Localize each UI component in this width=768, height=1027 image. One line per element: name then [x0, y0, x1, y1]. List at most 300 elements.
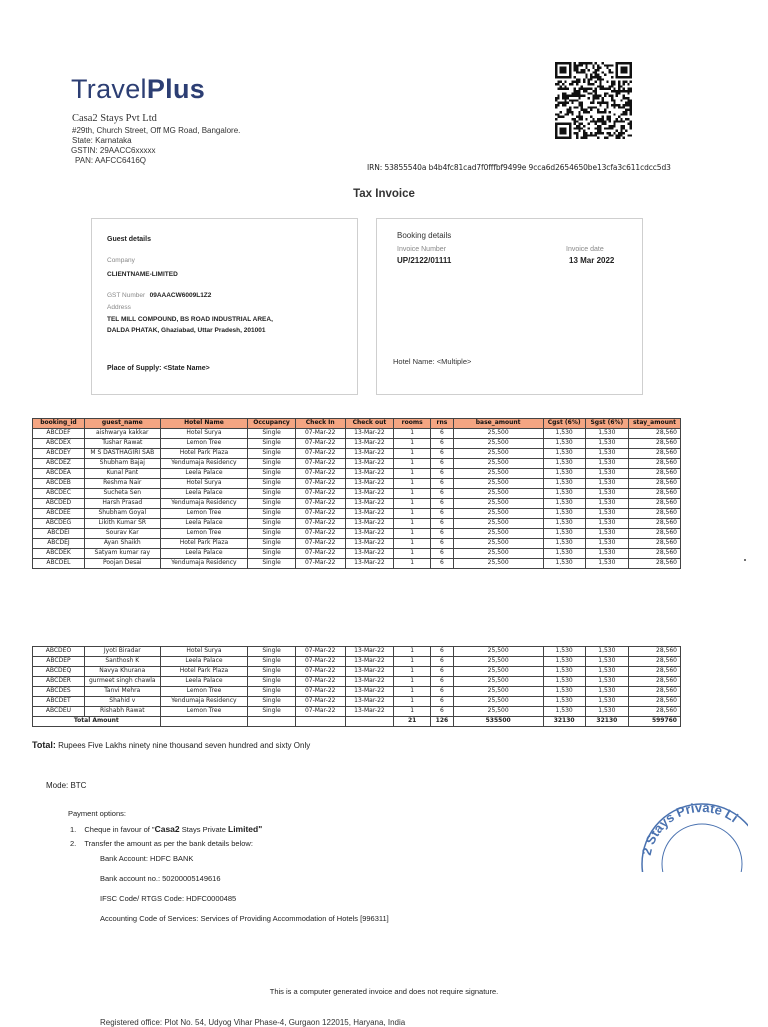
cell-hotel-name: Lemon Tree	[160, 707, 248, 717]
cell-rooms: 1	[394, 559, 431, 569]
cell-stay-amount: 28,560	[629, 429, 681, 439]
cell-check-out: 13-Mar-22	[345, 539, 394, 549]
cell-rns: 6	[431, 489, 454, 499]
cell-rooms: 1	[394, 519, 431, 529]
cell-hotel-name: Hotel Park Plaza	[160, 449, 248, 459]
cell-rns: 6	[431, 687, 454, 697]
cell-sgst: 1,530	[585, 489, 628, 499]
cell-base-amount: 25,500	[453, 509, 543, 519]
cell-check-out: 13-Mar-22	[345, 559, 394, 569]
cell-rns: 6	[431, 707, 454, 717]
cell-check-in: 07-Mar-22	[295, 429, 345, 439]
cell-sgst: 1,530	[585, 519, 628, 529]
svg-text:2 Stays Private Li: 2 Stays Private Li	[638, 799, 741, 857]
cell-cgst: 1,530	[543, 539, 585, 549]
stray-dot	[744, 559, 746, 561]
payment-options	[68, 809, 389, 923]
cell-rooms: 1	[394, 549, 431, 559]
total-stay: 599760	[629, 717, 681, 727]
cell-hotel-name: Leela Palace	[160, 519, 248, 529]
cell-base-amount: 25,500	[453, 489, 543, 499]
gst-label: GST Number	[107, 292, 146, 299]
cell-booking-id: ABCDEQ	[33, 667, 85, 677]
travelplus-logo: TravelPlus	[71, 74, 206, 104]
cell-rooms: 1	[394, 489, 431, 499]
cell-occupancy: Single	[248, 549, 296, 559]
cell-check-out: 13-Mar-22	[345, 647, 394, 657]
company-value: CLIENTNAME-LIMITED	[107, 271, 178, 278]
cell-check-out: 13-Mar-22	[345, 697, 394, 707]
cell-stay-amount: 28,560	[629, 667, 681, 677]
cell-hotel-name: Lemon Tree	[160, 509, 248, 519]
table-row	[33, 539, 681, 549]
cell-rns: 6	[431, 667, 454, 677]
cell-rns: 6	[431, 459, 454, 469]
cell-base-amount: 25,500	[453, 559, 543, 569]
cell-guest-name: Tanvi Mehra	[84, 687, 160, 697]
cell-booking-id: ABCDES	[33, 687, 85, 697]
booking-details-heading: Booking details	[397, 231, 452, 240]
cell-rooms: 1	[394, 449, 431, 459]
cell-hotel-name: Leela Palace	[160, 549, 248, 559]
cell-check-in: 07-Mar-22	[295, 469, 345, 479]
cell-stay-amount: 28,560	[629, 707, 681, 717]
company-seal-stamp	[636, 792, 748, 872]
cell-rns: 6	[431, 439, 454, 449]
cell-guest-name: Reshma Nair	[84, 479, 160, 489]
cheque-casa: Casa2	[154, 824, 180, 834]
cell-check-in: 07-Mar-22	[295, 559, 345, 569]
cell-occupancy: Single	[248, 449, 296, 459]
header-cgst: Cgst (6%)	[543, 419, 585, 429]
cell-sgst: 1,530	[585, 539, 628, 549]
cell-booking-id: ABCDER	[33, 677, 85, 687]
cell-occupancy: Single	[248, 559, 296, 569]
cell-base-amount: 25,500	[453, 439, 543, 449]
total-empty	[295, 717, 345, 727]
address-label: Address	[107, 304, 131, 311]
cell-cgst: 1,530	[543, 449, 585, 459]
table-row	[33, 449, 681, 459]
cell-check-out: 13-Mar-22	[345, 677, 394, 687]
total-words-value: Rupees Five Lakhs ninety nine thousand seven hundred and sixty Only	[58, 741, 311, 750]
cell-occupancy: Single	[248, 479, 296, 489]
cell-cgst: 1,530	[543, 479, 585, 489]
guest-details-heading: Guest details	[107, 236, 151, 243]
cell-cgst: 1,530	[543, 697, 585, 707]
cell-sgst: 1,530	[585, 707, 628, 717]
cell-guest-name: Shubham Goyal	[84, 509, 160, 519]
cell-rooms: 1	[394, 697, 431, 707]
cell-base-amount: 25,500	[453, 697, 543, 707]
company-name: Casa2 Stays Pvt Ltd	[72, 113, 157, 124]
cell-check-in: 07-Mar-22	[295, 439, 345, 449]
cell-guest-name: gurmeet singh chawla	[84, 677, 160, 687]
cell-sgst: 1,530	[585, 687, 628, 697]
company-gstin: GSTIN: 29AACC6xxxxx	[71, 146, 156, 155]
cell-hotel-name: Yendumaja Residency	[160, 559, 248, 569]
cell-base-amount: 25,500	[453, 549, 543, 559]
cheque-text: Cheque in favour of "	[84, 825, 155, 834]
cell-sgst: 1,530	[585, 499, 628, 509]
cell-hotel-name: Leela Palace	[160, 657, 248, 667]
cell-sgst: 1,530	[585, 439, 628, 449]
cell-stay-amount: 28,560	[629, 509, 681, 519]
cell-stay-amount: 28,560	[629, 549, 681, 559]
cell-stay-amount: 28,560	[629, 647, 681, 657]
cell-check-out: 13-Mar-22	[345, 479, 394, 489]
cell-rns: 6	[431, 429, 454, 439]
cell-stay-amount: 28,560	[629, 657, 681, 667]
cell-booking-id: ABCDEZ	[33, 459, 85, 469]
cell-occupancy: Single	[248, 499, 296, 509]
cell-check-in: 07-Mar-22	[295, 519, 345, 529]
cell-rooms: 1	[394, 529, 431, 539]
cell-check-in: 07-Mar-22	[295, 657, 345, 667]
cell-check-in: 07-Mar-22	[295, 529, 345, 539]
cell-check-out: 13-Mar-22	[345, 439, 394, 449]
cell-check-in: 07-Mar-22	[295, 697, 345, 707]
cell-cgst: 1,530	[543, 647, 585, 657]
cell-hotel-name: Leela Palace	[160, 677, 248, 687]
table-row	[33, 549, 681, 559]
cell-booking-id: ABCDET	[33, 697, 85, 707]
table-row	[33, 479, 681, 489]
cell-cgst: 1,530	[543, 439, 585, 449]
cell-guest-name: Poojan Desai	[84, 559, 160, 569]
header-rooms: rooms	[394, 419, 431, 429]
cell-sgst: 1,530	[585, 549, 628, 559]
cell-hotel-name: Lemon Tree	[160, 439, 248, 449]
cell-booking-id: ABCDEX	[33, 439, 85, 449]
cell-booking-id: ABCDEA	[33, 469, 85, 479]
company-block	[72, 113, 240, 166]
cell-hotel-name: Hotel Park Plaza	[160, 667, 248, 677]
cell-occupancy: Single	[248, 489, 296, 499]
cell-booking-id: ABCDED	[33, 499, 85, 509]
hotel-name: Hotel Name: <Multiple>	[393, 357, 472, 366]
cell-check-in: 07-Mar-22	[295, 509, 345, 519]
cell-check-out: 13-Mar-22	[345, 519, 394, 529]
cell-check-out: 13-Mar-22	[345, 529, 394, 539]
cell-base-amount: 25,500	[453, 469, 543, 479]
company-state: State: Karnataka	[72, 136, 132, 145]
total-label: Total Amount	[33, 717, 161, 727]
cell-cgst: 1,530	[543, 509, 585, 519]
table-row	[33, 529, 681, 539]
cell-check-in: 07-Mar-22	[295, 489, 345, 499]
cell-cgst: 1,530	[543, 519, 585, 529]
table-row	[33, 499, 681, 509]
total-rooms: 21	[394, 717, 431, 727]
invoice-number: UP/2122/01111	[397, 256, 452, 265]
cell-hotel-name: Yendumaja Residency	[160, 499, 248, 509]
invoice-date-label: Invoice date	[566, 246, 604, 253]
cell-cgst: 1,530	[543, 429, 585, 439]
cell-occupancy: Single	[248, 539, 296, 549]
cell-rooms: 1	[394, 469, 431, 479]
cell-stay-amount: 28,560	[629, 539, 681, 549]
cell-check-out: 13-Mar-22	[345, 667, 394, 677]
cell-booking-id: ABCDEI	[33, 529, 85, 539]
list-number: 1.	[70, 825, 77, 834]
cell-base-amount: 25,500	[453, 529, 543, 539]
cell-rooms: 1	[394, 687, 431, 697]
cell-base-amount: 25,500	[453, 429, 543, 439]
cell-check-out: 13-Mar-22	[345, 499, 394, 509]
cell-hotel-name: Leela Palace	[160, 489, 248, 499]
cell-guest-name: Navya Khurana	[84, 667, 160, 677]
bank-account-number: Bank account no.: 50200005149616	[100, 874, 221, 883]
place-of-supply: Place of Supply: <State Name>	[107, 365, 210, 372]
cell-booking-id: ABCDEP	[33, 657, 85, 667]
cell-occupancy: Single	[248, 429, 296, 439]
address-line-1: TEL MILL COMPOUND, BS ROAD INDUSTRIAL AREA,	[107, 316, 273, 323]
cell-guest-name: Satyam kumar ray	[84, 549, 160, 559]
cheque-mid: Stays Private	[179, 825, 228, 834]
cell-rooms: 1	[394, 509, 431, 519]
registered-office-cut: Registered office: Plot No. 54, Udyog Vihar Phase-4, Gurgaon 122015, Haryana, India	[100, 1018, 406, 1027]
cell-rns: 6	[431, 479, 454, 489]
cell-base-amount: 25,500	[453, 459, 543, 469]
cell-check-in: 07-Mar-22	[295, 667, 345, 677]
cell-rns: 6	[431, 697, 454, 707]
cell-stay-amount: 28,560	[629, 449, 681, 459]
booking-details-box	[376, 218, 643, 395]
table-row	[33, 469, 681, 479]
cell-rns: 6	[431, 509, 454, 519]
cell-guest-name: Santhosh K	[84, 657, 160, 667]
bank-account: Bank Account: HDFC BANK	[100, 854, 194, 863]
cell-rooms: 1	[394, 647, 431, 657]
cell-check-out: 13-Mar-22	[345, 509, 394, 519]
cell-occupancy: Single	[248, 687, 296, 697]
cell-occupancy: Single	[248, 667, 296, 677]
cell-sgst: 1,530	[585, 529, 628, 539]
total-rns: 126	[431, 717, 454, 727]
cell-stay-amount: 28,560	[629, 529, 681, 539]
cell-cgst: 1,530	[543, 667, 585, 677]
table-row	[33, 489, 681, 499]
cell-booking-id: ABCDEG	[33, 519, 85, 529]
cell-cgst: 1,530	[543, 459, 585, 469]
cell-occupancy: Single	[248, 707, 296, 717]
cell-guest-name: Likith Kumar SR	[84, 519, 160, 529]
cell-base-amount: 25,500	[453, 499, 543, 509]
qr-code-icon	[555, 62, 632, 139]
payment-mode: Mode: BTC	[46, 781, 87, 790]
header-guest-name: guest_name	[84, 419, 160, 429]
cell-check-in: 07-Mar-22	[295, 549, 345, 559]
cell-check-in: 07-Mar-22	[295, 707, 345, 717]
cell-guest-name: Tushar Rawat	[84, 439, 160, 449]
cell-guest-name: Ayan Shaikh	[84, 539, 160, 549]
cell-guest-name: aishwarya kakkar	[84, 429, 160, 439]
cell-guest-name: Jyoti Biradar	[84, 647, 160, 657]
cell-check-out: 13-Mar-22	[345, 469, 394, 479]
cell-cgst: 1,530	[543, 489, 585, 499]
cell-occupancy: Single	[248, 519, 296, 529]
cell-check-out: 13-Mar-22	[345, 549, 394, 559]
table-row	[33, 439, 681, 449]
cheque-limited: Limited"	[228, 824, 263, 834]
cell-base-amount: 25,500	[453, 539, 543, 549]
cell-rooms: 1	[394, 479, 431, 489]
header-check-out: Check out	[345, 419, 394, 429]
total-in-words	[32, 740, 310, 750]
cell-hotel-name: Yendumaja Residency	[160, 459, 248, 469]
cell-stay-amount: 28,560	[629, 677, 681, 687]
accounting-code: Accounting Code of Services: Services of Providing Accommodation of Hotels [996311]	[100, 914, 389, 923]
transfer-text: Transfer the amount as per the bank details below:	[84, 839, 253, 848]
cell-base-amount: 25,500	[453, 707, 543, 717]
table-row	[33, 657, 681, 667]
cell-check-in: 07-Mar-22	[295, 539, 345, 549]
irn-number: IRN: 53855540a b4b4fc81cad7f0fffbf9499e 9cca6d2654650be13cfa3c611cdcc5d3	[367, 163, 671, 172]
total-words-label: Total:	[32, 740, 56, 750]
cell-hotel-name: Hotel Surya	[160, 647, 248, 657]
guest-details-box	[91, 218, 358, 395]
cell-sgst: 1,530	[585, 657, 628, 667]
cell-sgst: 1,530	[585, 667, 628, 677]
cell-occupancy: Single	[248, 657, 296, 667]
total-base: 535500	[453, 717, 543, 727]
cell-rns: 6	[431, 519, 454, 529]
cell-stay-amount: 28,560	[629, 469, 681, 479]
gst-value: 09AAACW6009L1Z2	[149, 292, 212, 299]
cell-base-amount: 25,500	[453, 667, 543, 677]
cell-rns: 6	[431, 559, 454, 569]
table-row	[33, 559, 681, 569]
cell-check-out: 13-Mar-22	[345, 687, 394, 697]
cell-stay-amount: 28,560	[629, 697, 681, 707]
cell-check-out: 13-Mar-22	[345, 449, 394, 459]
cell-sgst: 1,530	[585, 509, 628, 519]
cell-booking-id: ABCDEK	[33, 549, 85, 559]
table-row	[33, 687, 681, 697]
table-row	[33, 647, 681, 657]
cell-hotel-name: Leela Palace	[160, 469, 248, 479]
table-row	[33, 697, 681, 707]
header-stay-amount: stay_amount	[629, 419, 681, 429]
cell-sgst: 1,530	[585, 449, 628, 459]
invoice-date: 13 Mar 2022	[569, 256, 615, 265]
payment-option-1	[70, 824, 389, 834]
total-row	[33, 717, 681, 727]
table-row	[33, 509, 681, 519]
cell-occupancy: Single	[248, 509, 296, 519]
booking-table-2	[32, 646, 681, 727]
header-hotel-name: Hotel Name	[160, 419, 248, 429]
cell-stay-amount: 28,560	[629, 439, 681, 449]
cell-check-out: 13-Mar-22	[345, 459, 394, 469]
header-check-in: Check In	[295, 419, 345, 429]
table-row	[33, 519, 681, 529]
cell-guest-name: M S DASTHAGIRI SAB	[84, 449, 160, 459]
total-sgst: 32130	[585, 717, 628, 727]
booking-table-1	[32, 418, 681, 569]
company-pan: PAN: AAFCC6416Q	[75, 156, 146, 165]
cell-occupancy: Single	[248, 459, 296, 469]
cell-hotel-name: Lemon Tree	[160, 687, 248, 697]
cell-rooms: 1	[394, 677, 431, 687]
cell-guest-name: Kunal Pant	[84, 469, 160, 479]
cell-hotel-name: Lemon Tree	[160, 529, 248, 539]
table-row	[33, 677, 681, 687]
cell-hotel-name: Yendumaja Residency	[160, 697, 248, 707]
cell-rns: 6	[431, 499, 454, 509]
cell-cgst: 1,530	[543, 657, 585, 667]
cell-sgst: 1,530	[585, 647, 628, 657]
cell-booking-id: ABCDEJ	[33, 539, 85, 549]
header-base-amount: base_amount	[453, 419, 543, 429]
header-occupancy: Occupancy	[248, 419, 296, 429]
cell-cgst: 1,530	[543, 529, 585, 539]
cell-rooms: 1	[394, 429, 431, 439]
cell-rns: 6	[431, 677, 454, 687]
total-empty	[248, 717, 296, 727]
cell-rooms: 1	[394, 539, 431, 549]
cell-cgst: 1,530	[543, 707, 585, 717]
list-number: 2.	[70, 839, 77, 848]
cell-occupancy: Single	[248, 677, 296, 687]
cell-check-in: 07-Mar-22	[295, 647, 345, 657]
cell-sgst: 1,530	[585, 479, 628, 489]
cell-hotel-name: Hotel Surya	[160, 429, 248, 439]
cell-rns: 6	[431, 449, 454, 459]
cell-booking-id: ABCDEL	[33, 559, 85, 569]
cell-rooms: 1	[394, 499, 431, 509]
cell-booking-id: ABCDEO	[33, 647, 85, 657]
cell-sgst: 1,530	[585, 469, 628, 479]
cell-hotel-name: Hotel Surya	[160, 479, 248, 489]
cell-base-amount: 25,500	[453, 677, 543, 687]
page-title: Tax Invoice	[353, 188, 415, 200]
invoice-number-label: Invoice Number	[397, 246, 447, 253]
cell-guest-name: Harsh Prasad	[84, 499, 160, 509]
cell-occupancy: Single	[248, 647, 296, 657]
table-row	[33, 429, 681, 439]
cell-rns: 6	[431, 657, 454, 667]
cell-check-out: 13-Mar-22	[345, 429, 394, 439]
ifsc-code: IFSC Code/ RTGS Code: HDFC0000485	[100, 894, 237, 903]
cell-base-amount: 25,500	[453, 687, 543, 697]
header-sgst: Sgst (6%)	[585, 419, 628, 429]
cell-guest-name: Sucheta Sen	[84, 489, 160, 499]
cell-guest-name: Rishabh Rawat	[84, 707, 160, 717]
cell-cgst: 1,530	[543, 677, 585, 687]
cell-booking-id: ABCDEU	[33, 707, 85, 717]
cell-stay-amount: 28,560	[629, 459, 681, 469]
cell-stay-amount: 28,560	[629, 489, 681, 499]
total-empty	[345, 717, 394, 727]
cell-check-out: 13-Mar-22	[345, 707, 394, 717]
cell-rooms: 1	[394, 459, 431, 469]
cell-check-out: 13-Mar-22	[345, 657, 394, 667]
cell-base-amount: 25,500	[453, 647, 543, 657]
table-row	[33, 667, 681, 677]
cell-check-in: 07-Mar-22	[295, 459, 345, 469]
total-empty	[160, 717, 248, 727]
cell-guest-name: Sourav Kar	[84, 529, 160, 539]
cell-rns: 6	[431, 529, 454, 539]
cell-cgst: 1,530	[543, 499, 585, 509]
cell-occupancy: Single	[248, 439, 296, 449]
cell-rns: 6	[431, 549, 454, 559]
cell-sgst: 1,530	[585, 677, 628, 687]
cell-sgst: 1,530	[585, 459, 628, 469]
cell-guest-name: Shubham Bajaj	[84, 459, 160, 469]
